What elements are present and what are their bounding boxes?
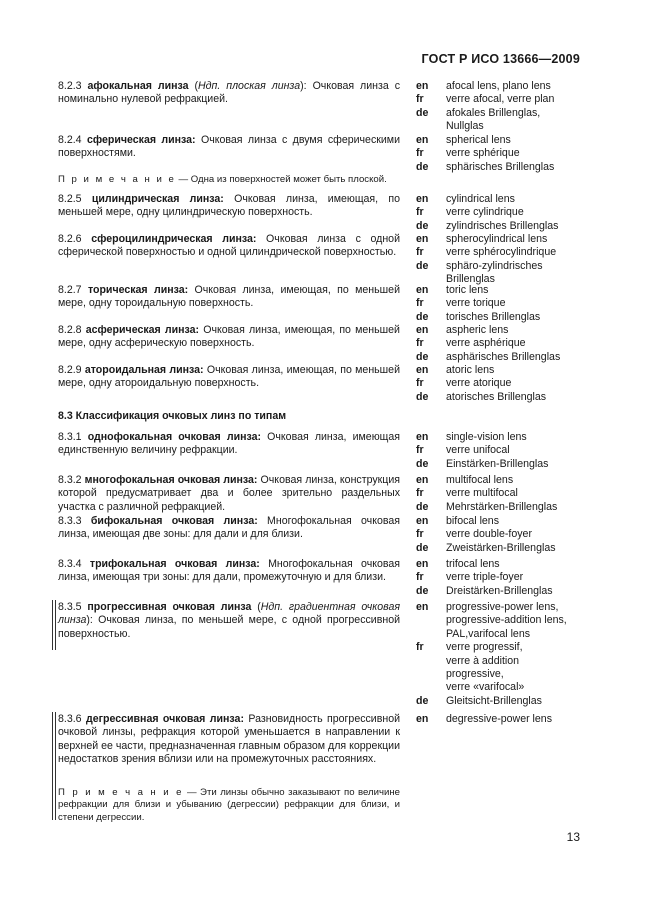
- equivalent-row: [416, 297, 586, 310]
- language-code: en: [416, 515, 429, 527]
- term-entry-8-2-3: 8.2.3 афокальная линза (Ндп. плоская линза): Очковая линза с номинально нулевой рефракцией.: [58, 80, 400, 106]
- equivalent-term: Nullglas: [446, 120, 484, 133]
- equivalent-term: verre cylindrique: [446, 206, 524, 219]
- language-code: fr: [416, 297, 424, 310]
- equivalent-row: [416, 120, 586, 133]
- language-code: de: [416, 219, 429, 232]
- equivalents-8-3-1: [416, 431, 586, 471]
- equivalent-term: trifocal lens: [446, 558, 500, 570]
- equivalents-8-3-2: [416, 474, 586, 514]
- language-code: de: [416, 350, 429, 363]
- language-code: de: [416, 500, 429, 513]
- equivalent-row: [416, 391, 586, 404]
- change-bar: [55, 712, 56, 820]
- equivalent-term: multifocal lens: [446, 474, 514, 486]
- term-entry-8-3-3: 8.3.3 бифокальная очковая линза: Многофокальная очковая линза, имеющая две зоны: для дали и для близи.: [58, 515, 400, 541]
- language-code: en: [416, 233, 429, 245]
- equivalent-term: verre double-foyer: [446, 528, 532, 541]
- equivalent-row: [416, 284, 586, 297]
- equivalent-term: verre unifocal: [446, 444, 510, 457]
- language-code: de: [416, 106, 429, 119]
- equivalent-term: verre triple-foyer: [446, 571, 524, 584]
- language-code: [416, 655, 446, 668]
- equivalents-8-2-6: [416, 233, 586, 287]
- equivalent-row: [416, 585, 586, 598]
- language-code: de: [416, 259, 429, 272]
- equivalent-row: [416, 681, 586, 694]
- term-entry-8-2-9: 8.2.9 атороидальная линза: Очковая линза, имеющая, по меньшей мере, одну атороидальную поверхность.: [58, 364, 400, 390]
- equivalent-row: [416, 501, 586, 514]
- equivalent-term: sphärisches Brillenglas: [446, 160, 555, 173]
- equivalent-term: verre atorique: [446, 377, 512, 390]
- equivalent-row: [416, 311, 586, 324]
- equivalent-term: aspheric lens: [446, 324, 509, 336]
- equivalent-row: [416, 246, 586, 259]
- equivalent-row: [416, 351, 586, 364]
- equivalent-term: atorisches Brillenglas: [446, 390, 547, 403]
- equivalent-row: [416, 193, 586, 206]
- equivalent-row: [416, 655, 586, 668]
- equivalent-term: Gleitsicht-Brillenglas: [446, 694, 542, 707]
- change-bar: [52, 600, 53, 650]
- equivalent-row: [416, 571, 586, 584]
- equivalent-term: bifocal lens: [446, 515, 499, 527]
- equivalent-row: [416, 206, 586, 219]
- equivalent-term: spherical lens: [446, 134, 511, 146]
- language-code: en: [416, 474, 429, 486]
- equivalent-term: PAL,varifocal lens: [446, 627, 531, 640]
- equivalent-row: [416, 614, 586, 627]
- note-8-3-6: П р и м е ч а н и е — Эти линзы обычно заказывают по величине рефракции для близи и убыванию (дегрессии) рефракции для близи, и степени дегрессии.: [58, 787, 400, 823]
- equivalent-term: verre sphérique: [446, 147, 520, 160]
- language-code: en: [416, 324, 429, 336]
- language-code: de: [416, 390, 429, 403]
- term-entry-8-3-5: 8.3.5 прогрессивная очковая линза (Ндп. градиентная очковая линза): Очковая линза, по меньшей мере, с одной прогрессивной поверхностью.: [58, 601, 400, 640]
- language-code: en: [416, 364, 429, 376]
- equivalent-row: [416, 542, 586, 555]
- language-code: fr: [416, 487, 424, 500]
- term-entry-8-3-6: 8.3.6 дегрессивная очковая линза: Разновидность прогрессивной очковой линзы, рефракция которой уменьшается в направлении к верхней ее части, предназначенная главным образом для коррекции недостатков зрения вблизи или на промежуточных расстояниях.: [58, 713, 401, 766]
- equivalent-row: [416, 324, 586, 337]
- definition: Очковая линза с номинально нулевой рефракцией.: [58, 80, 400, 106]
- equivalents-8-2-3: [416, 80, 586, 134]
- language-code: fr: [416, 444, 424, 457]
- equivalent-row: [416, 431, 586, 444]
- language-code: en: [416, 601, 429, 613]
- equivalent-row: [416, 233, 586, 246]
- language-code: de: [416, 541, 429, 554]
- equivalent-row: [416, 80, 586, 93]
- term: афокальная линза: [87, 80, 189, 92]
- equivalent-term: degressive-power lens: [446, 713, 552, 725]
- equivalent-term: afokales Brillenglas,: [446, 106, 541, 119]
- term-entry-8-3-1: 8.3.1 однофокальная очковая линза: Очковая линза, имеющая единственную величину рефракции.: [58, 431, 400, 457]
- document-header: ГОСТ Р ИСО 13666—2009: [421, 52, 580, 66]
- language-code: de: [416, 457, 429, 470]
- term-entry-8-3-4: 8.3.4 трифокальная очковая линза: Многофокальная очковая линза, имеющая три зоны: для дали, промежуточную и для близи.: [58, 558, 400, 584]
- equivalents-8-3-4: [416, 558, 586, 598]
- equivalent-term: progressive,: [446, 668, 504, 681]
- equivalent-row: [416, 487, 586, 500]
- equivalent-term: Einstärken-Brillenglas: [446, 457, 549, 470]
- section-heading-8-3: 8.3 Классификация очковых линз по типам: [58, 410, 287, 422]
- equivalent-term: verre asphérique: [446, 337, 526, 350]
- equivalent-term: afocal lens, plano lens: [446, 80, 551, 92]
- language-code: en: [416, 558, 429, 570]
- term-entry-8-3-2: 8.3.2 многофокальная очковая линза: Очковая линза, конструкция которой предусматривает два и более зрительно раздельных участка с различной рефракцией.: [58, 474, 400, 513]
- language-code: en: [416, 80, 429, 92]
- language-code: en: [416, 134, 429, 146]
- note-8-2-4: П р и м е ч а н и е — Одна из поверхностей может быть плоской.: [58, 174, 387, 185]
- language-code: [416, 681, 446, 694]
- language-code: [416, 614, 446, 627]
- equivalent-term: Mehrstärken-Brillenglas: [446, 500, 558, 513]
- equivalent-row: [416, 337, 586, 350]
- equivalent-term: torisches Brillenglas: [446, 310, 541, 323]
- equivalents-8-2-9: [416, 364, 586, 404]
- equivalent-row: [416, 601, 586, 614]
- equivalent-term: verre torique: [446, 297, 506, 310]
- equivalent-term: cylindrical lens: [446, 193, 515, 205]
- language-code: de: [416, 584, 429, 597]
- equivalents-8-2-5: [416, 193, 586, 233]
- equivalent-row: [416, 641, 586, 654]
- change-bar: [52, 712, 53, 820]
- equivalent-row: [416, 528, 586, 541]
- equivalent-term: single-vision lens: [446, 431, 527, 443]
- language-code: fr: [416, 377, 424, 390]
- equivalent-row: [416, 161, 586, 174]
- equivalent-row: [416, 558, 586, 571]
- equivalent-row: [416, 515, 586, 528]
- equivalent-term: verre «varifocal»: [446, 681, 525, 694]
- equivalents-8-3-3: [416, 515, 586, 555]
- equivalent-row: [416, 147, 586, 160]
- equivalents-8-2-4: [416, 134, 586, 174]
- term-entry-8-2-5: 8.2.5 цилиндрическая линза: Очковая линза, имеющая, по меньшей мере, одну цилиндрическую поверхность.: [58, 193, 400, 219]
- language-code: fr: [416, 246, 424, 259]
- language-code: fr: [416, 93, 424, 106]
- language-code: [416, 120, 446, 133]
- equivalent-term: zylindrisches Brillenglas: [446, 219, 559, 232]
- equivalent-row: [416, 220, 586, 233]
- language-code: de: [416, 310, 429, 323]
- equivalent-row: [416, 444, 586, 457]
- language-code: fr: [416, 528, 424, 541]
- equivalents-8-2-8: [416, 324, 586, 364]
- change-bar: [55, 600, 56, 650]
- equivalent-term: sphäro-zylindrisches: [446, 259, 543, 272]
- equivalent-row: [416, 364, 586, 377]
- equivalent-term: asphärisches Brillenglas: [446, 350, 561, 363]
- language-code: en: [416, 713, 429, 725]
- equivalent-term: verre sphérocylindrique: [446, 246, 557, 259]
- equivalent-term: atoric lens: [446, 364, 495, 376]
- language-code: de: [416, 694, 429, 707]
- language-code: en: [416, 431, 429, 443]
- equivalent-row: [416, 134, 586, 147]
- equivalent-term: verre progressif,: [446, 641, 523, 654]
- language-code: fr: [416, 206, 424, 219]
- language-code: [416, 668, 446, 681]
- language-code: fr: [416, 147, 424, 160]
- equivalent-term: Brillenglas: [446, 273, 495, 286]
- equivalent-term: verre afocal, verre plan: [446, 93, 555, 106]
- equivalent-term: progressive-power lens,: [446, 601, 559, 613]
- equivalent-term: verre multifocal: [446, 487, 518, 500]
- equivalent-term: Dreistärken-Brillenglas: [446, 584, 553, 597]
- equivalents-8-2-7: [416, 284, 586, 324]
- equivalent-row: [416, 713, 586, 726]
- equivalent-row: [416, 377, 586, 390]
- term-entry-8-2-4: 8.2.4 сферическая линза: Очковая линза с двумя сферическими поверхностями.: [58, 134, 400, 160]
- language-code: fr: [416, 337, 424, 350]
- equivalent-term: progressive-addition lens,: [446, 614, 567, 627]
- equivalent-term: toric lens: [446, 284, 489, 296]
- equivalent-row: [416, 260, 586, 273]
- page-number: 13: [566, 830, 580, 844]
- equivalent-term: Zweistärken-Brillenglas: [446, 541, 556, 554]
- language-code: en: [416, 193, 429, 205]
- equivalent-row: [416, 474, 586, 487]
- equivalent-term: verre à addition: [446, 654, 520, 667]
- equivalent-row: [416, 93, 586, 106]
- language-code: [416, 628, 446, 641]
- term-entry-8-2-8: 8.2.8 асферическая линза: Очковая линза, имеющая, по меньшей мере, одну асферическую поверхность.: [58, 324, 400, 350]
- equivalent-term: spherocylindrical lens: [446, 233, 548, 245]
- equivalents-8-3-5: [416, 601, 586, 708]
- language-code: en: [416, 284, 429, 296]
- language-code: fr: [416, 571, 424, 584]
- equivalents-8-3-6: [416, 713, 586, 726]
- language-code: de: [416, 160, 429, 173]
- term-entry-8-2-7: 8.2.7 торическая линза: Очковая линза, имеющая, по меньшей мере, одну тороидальную поверхность.: [58, 284, 400, 310]
- equivalent-row: [416, 628, 586, 641]
- term-entry-8-2-6: 8.2.6 сфероцилиндрическая линза: Очковая линза с одной сферической поверхностью и одной цилиндрической поверхностью.: [58, 233, 400, 259]
- equivalent-row: [416, 107, 586, 120]
- language-code: fr: [416, 641, 424, 654]
- equivalent-row: [416, 695, 586, 708]
- equivalent-row: [416, 668, 586, 681]
- equivalent-row: [416, 458, 586, 471]
